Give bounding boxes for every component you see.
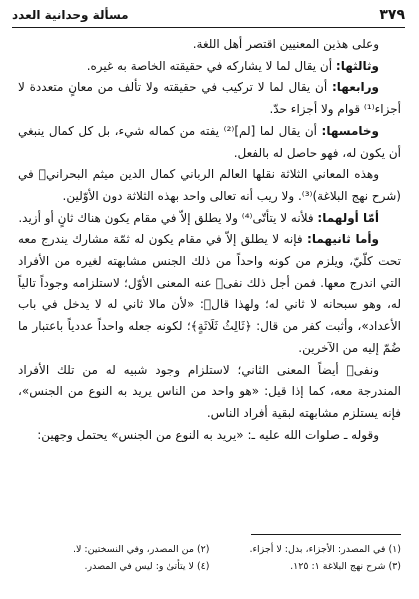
paragraph-7-label: وأما ثانيهما: [307,232,379,247]
footnote-2: (٢) من المصدر، وفي النسختين: لا. [72,544,210,555]
header-rule [12,27,405,28]
running-title: مسألة وحدانية العدد [12,8,129,22]
paragraph-7-text: فإنه لا يطلق إلاّ في مقام يكون له ثمّة مشارك يندرج معه تحت كلّيّ، ويلزم من كونه واحداً من ذلك الجنس مشابهته لغيره من الأفراد التي اندرج معها. فمن أجل ذلك نفى﷬ عنه المعنى الأوّل؛ لاستلزامه وجوداً تالياً له، وهو سبحانه لا ثاني له؛ ولهذا قال﷬: «لأن مالا ثاني له لا يدخل في باب الأعداد»، وأثبت كفر من قال: ﴿ثَالِثُ ثَلَاثَةٍ﴾؛ لكونه جعله واحداً عددياً باعتبار ما ضُمّ إليه من الآخرين. [18,232,401,355]
paragraph-3-label: ورابعها: [332,80,379,95]
page-number: ٣٧٩ [379,7,405,23]
footnote-row [18,558,401,575]
footnote-3: (٣) شرح نهج البلاغة ١: ١٢٥. [290,561,401,572]
paragraph-1: وعلى هذين المعنيين اقتصر أهل اللغة. [192,37,379,51]
footnotes [18,541,401,575]
paragraph-3 [18,77,401,120]
paragraph-5: وهذه المعاني الثلاثة نقلها العالم الرباني كمال الدين ميثم البحراني﷬ في (شرح نهج البلاغة)⁽³⁾. ولا ريب أنه تعالى واحد بهذه الثلاثة دون الأوّلين. [18,167,401,203]
footnote-4: (٤) لا يتأتىٰ و: ليس في المصدر. [84,561,210,572]
footnote-rule [251,534,401,535]
paragraph-3-text: أن يقال لما لا تركيب في حقيقته ولا تألف من معانٍ متعددة لا أجزاء⁽¹⁾ قوام ولا أجزاء حدّ. [18,80,401,117]
page-header [12,3,405,27]
paragraph-6-label: أمّا أولهما: [317,210,379,225]
body-text [18,34,401,446]
footnote-row [18,541,401,558]
paragraph-2-label: وثالثها: [335,58,379,73]
paragraph-2 [18,56,401,78]
paragraph-4-text: أن يقال لما [لم]⁽²⁾ يفته من كماله شيء، بل كل كمال ينبغي أن يكون له، فهو حاصل له بالفعل. [18,123,401,160]
paragraph-8: ونفى﷬ أيضاً المعنى الثاني؛ لاستلزام وجود شبيه له من تلك الأفراد المندرجة معه، كما إذا قيل: «هو واحد من الناس يريد به النوع من الجنس»، فإنه يستلزم مشابهته لبقية أفراد الناس. [18,362,401,420]
paragraph-7 [18,229,401,359]
paragraph-6-text: فلأنه لا يتأتّى⁽⁴⁾ ولا يطلق إلاّ في مقام يكون هناك ثانٍ أو أزيد. [18,210,318,225]
footnote-1: (١) في المصدر: الأجزاء، بدل: لا أجزاء. [249,544,401,555]
paragraph-6 [18,208,401,230]
paragraph-4 [18,121,401,164]
paragraph-9: وقوله ـ صلوات الله عليه ـ: «يريد به النوع من الجنس» يحتمل وجهين: [37,427,379,442]
paragraph-2-text: أن يقال لما لا يشاركه في حقيقته الخاصة به غيره. [86,58,336,73]
paragraph-4-label: وخامسها: [321,123,379,138]
